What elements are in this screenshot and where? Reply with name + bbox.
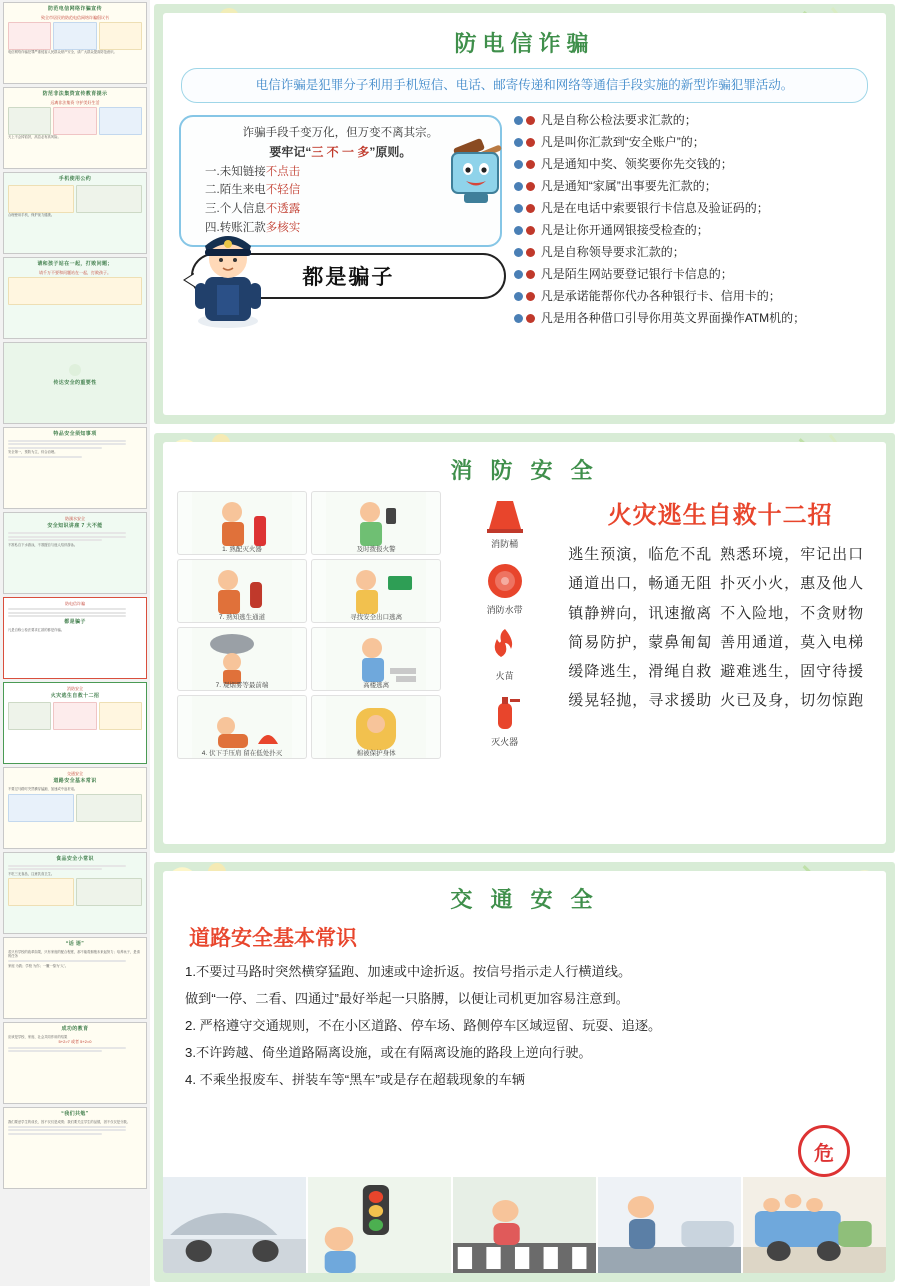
- slide-content: [163, 871, 886, 1273]
- thumbnail-body: 天上不会掉馅饼，高息必有高风险。: [8, 135, 61, 140]
- thumbnail-body: 不要过马路时突然横穿猛跑、加速或中途折返。: [8, 787, 78, 792]
- thumbnail-body: 不吃三无食品，注意饮食卫生。: [8, 871, 55, 876]
- photo-caption: 7. 熟知逃生通道: [218, 614, 266, 621]
- thumbnail-10[interactable]: [3, 767, 147, 849]
- overloaded-truck-photo: [743, 1177, 886, 1273]
- list-item: 凡是在电话中索要银行卡信息及验证码的；: [514, 201, 872, 216]
- tip-row: 通道出口，畅通无阻 扑灭小火，惠及他人: [568, 575, 865, 593]
- page-title: 消 防 安 全: [450, 458, 599, 483]
- bullet-dots-icon: [514, 116, 535, 125]
- thumbnail-body: 5+2>7 或者 5+2=0: [58, 1039, 92, 1045]
- bullet-dots-icon: [514, 160, 535, 169]
- thumbnail-title: “话 语”: [65, 941, 85, 947]
- thumbnail-subtitle: 防电信诈骗: [65, 601, 85, 606]
- thumbnail-title: 请和孩子站在一起，打败问题；: [37, 261, 113, 267]
- thumbnail-subtitle: 交通安全: [67, 771, 83, 776]
- police-officer-icon: [185, 225, 271, 329]
- bullet-dots-icon: [514, 182, 535, 191]
- list-item: 凡是自称领导要求汇款的；: [514, 245, 872, 260]
- thumbnail-4[interactable]: [3, 257, 147, 339]
- list-item: 3.不许跨越、倚坐道路隔离设施，或在有隔离设施的路段上逆向行驶。: [185, 1045, 592, 1061]
- thumbnail-body: 电信网络诈骗犯罪严重侵害人民群众财产安全，请广大群众提高防范意识。: [8, 50, 117, 55]
- thumbnail-title: 防范电信网络诈骗宣传: [47, 6, 102, 12]
- thumbnail-figures: [8, 277, 142, 305]
- bullet-dots-icon: [514, 204, 535, 213]
- bullet-dots-icon: [514, 314, 535, 323]
- tip-row: 缓晃轻抛，寻求援助 火已及身，切勿惊跑: [568, 692, 865, 710]
- list-item: 凡是承诺能帮你代办各种银行卡、信用卡的；: [514, 289, 872, 304]
- photo-caption: 1. 熟配灭火器: [222, 546, 262, 553]
- slide-content: [163, 442, 886, 844]
- thumbnail-body: 若只有学校的改革如果，只有家庭的配合程度，那不能将拥抱未来起努力；培养孩子，是请的任务: [8, 949, 140, 959]
- principle-prefix: 要牢记“: [269, 144, 312, 159]
- fire-bucket-icon: [483, 495, 527, 535]
- list-item: 凡是让你开通网银接受检查的；: [514, 223, 872, 238]
- thumbnail-13[interactable]: [3, 1022, 147, 1104]
- list-item: 4. 不乘坐报废车、拼装车等“黑车”或是存在超载现象的车辆: [185, 1072, 525, 1088]
- thumbnail-9[interactable]: [3, 682, 147, 764]
- thumbnail-5[interactable]: [3, 342, 147, 424]
- photo-caption: 棉被保护身体: [356, 750, 396, 757]
- flame-icon: [483, 627, 527, 667]
- section-title: 火灾逃生自救十二招: [607, 502, 833, 529]
- photo-firefighter: [177, 491, 307, 555]
- list-item: 凡是用各种借口引导你用英文界面操作ATM机的；: [514, 311, 872, 326]
- principle-item-1: 一.未知链接不点击: [205, 165, 301, 178]
- thumbnail-subtitle: 远离非法集资 守护美好生活: [50, 99, 100, 105]
- bullet-dots-icon: [514, 248, 535, 257]
- scam-monster-icon: [442, 141, 512, 211]
- thumbnail-12[interactable]: [3, 937, 147, 1019]
- equipment-column: [449, 491, 560, 759]
- equipment-extinguisher: [449, 689, 560, 751]
- crosswalk-photo: [453, 1177, 596, 1273]
- shout-bubble: 都是骗子: [191, 253, 506, 299]
- thumbnail-figures: [8, 702, 142, 730]
- photo-caption: 4. 伏下手压肩 留在低处扑灭: [201, 750, 283, 757]
- thumbnail-subtitle: 应该是学校、家庭、社会共同作用的结果: [8, 1034, 68, 1039]
- thumbnail-3[interactable]: [3, 172, 147, 254]
- thumbnail-body: 安全第一，预防为主，综合治理。: [8, 450, 58, 455]
- principle-text: 三 不 一 多: [311, 144, 370, 159]
- thumbnail-subtitle: 致全市居民的防范电信网络诈骗倡议书: [41, 14, 109, 20]
- traffic-rules-list: [163, 958, 886, 1093]
- equipment-label: 消防水带: [486, 604, 523, 615]
- list-item: 凡是陌生网站要登记银行卡信息的；: [514, 267, 872, 282]
- list-item: 凡是自称公检法要求汇款的；: [514, 113, 872, 128]
- thumbnail-11[interactable]: [3, 852, 147, 934]
- badge-icon: [69, 364, 81, 376]
- equipment-hose: [449, 557, 560, 619]
- thumbnail-body: 凡是自称公检法要求汇款的都是诈骗。: [8, 627, 65, 632]
- traffic-photo-strip: [163, 1177, 886, 1273]
- car-photo: [163, 1177, 306, 1273]
- photo-caption: 高楼逃离: [363, 682, 390, 689]
- principle-item-2: 二.陌生来电不轻信: [205, 184, 301, 197]
- thumbnail-figures: [8, 878, 142, 906]
- page-title: 防电信诈骗: [454, 31, 595, 56]
- page-title: 交 通 安 全: [450, 887, 599, 912]
- thumbnail-2[interactable]: [3, 87, 147, 169]
- principle-suffix: ”原则。: [369, 144, 412, 159]
- fire-extinguisher-icon: [483, 693, 527, 733]
- list-item: 做到“一停、二看、四通过”最好举起一只胳膊，以便让司机更加容易注意到。: [185, 991, 629, 1007]
- list-item: 1.不要过马路时突然横穿猛跑、加速或中途折返。按信号指示走人行横道线。: [185, 964, 632, 979]
- fire-hose-icon: [483, 561, 527, 601]
- thumbnail-title: 火灾逃生自救十二招: [50, 693, 100, 700]
- thumbnail-title: 道路安全基本常识: [53, 778, 97, 785]
- bullet-dots-icon: [514, 138, 535, 147]
- equipment-bucket: [449, 491, 560, 553]
- slide-traffic-safety[interactable]: [154, 862, 895, 1282]
- photo-extinguisher-use: [177, 559, 307, 623]
- photo-caption: 及时拨报火警: [356, 546, 396, 553]
- equipment-label: 消防桶: [491, 538, 519, 549]
- thumbnail-title: 手机使用公约: [58, 176, 92, 182]
- photo-exit: [311, 559, 441, 623]
- photo-blanket: [311, 695, 441, 759]
- principle-item-4: 四.转账汇款多核实: [205, 222, 301, 235]
- list-item: 凡是通知“家属”出事要先汇款的；: [514, 179, 872, 194]
- thumbnail-title: 传达安全的重要性: [53, 380, 97, 386]
- thumbnail-body: 不准私自下水游泳，不准擅自与他人结伴游泳。: [8, 542, 78, 547]
- photo-smoke: [177, 627, 307, 691]
- thumbnail-figures: [8, 107, 142, 135]
- photo-caption: 7. 观烟雾等最前端: [215, 682, 269, 689]
- list-item: 2. 严格遵守交通规则，不在小区道路、停车场、路侧停车区域逗留、玩耍、追逐。: [185, 1018, 662, 1034]
- slide-anti-fraud[interactable]: [154, 4, 895, 424]
- photo-call: [311, 491, 441, 555]
- tip-row: 简易防护，蒙鼻匍匐 善用通道，莫入电梯: [568, 633, 865, 651]
- photo-stairs: [311, 627, 441, 691]
- thumbnail-title: 防范非法集资宣传教育提示: [42, 91, 108, 97]
- thumbnail-footer: 家庭 为我；学校 为你；一撇一捺为“人”。: [8, 963, 69, 968]
- traffic-light-photo: [308, 1177, 451, 1273]
- thumbnail-title: 特品安全须知事项: [53, 431, 97, 437]
- equipment-label: 灭火器: [491, 736, 519, 747]
- bullet-dots-icon: [514, 270, 535, 279]
- thumbnail-subtitle: 请千万不要和问题站在一起，打败孩子。: [39, 269, 111, 275]
- list-item: 凡是叫你汇款到“安全账户”的；: [514, 135, 872, 150]
- thumbnail-figures: [8, 22, 142, 50]
- fire-photo-grid: [177, 491, 441, 759]
- pedestrian-photo: [598, 1177, 741, 1273]
- photo-crawl: [177, 695, 307, 759]
- warning-badge: 危: [798, 1125, 850, 1177]
- thumbnail-title: “我们共勉”: [61, 1111, 89, 1117]
- thumbnail-rail[interactable]: [0, 0, 150, 1286]
- slide-fire-safety[interactable]: [154, 433, 895, 853]
- tip-row: 缓降逃生，滑绳自救 避难逃生，固守待援: [568, 663, 865, 680]
- thumbnail-body: 合理使用手机，保护视力健康。: [8, 212, 55, 217]
- fraud-warning-list: [514, 113, 872, 326]
- thumbnail-title: 安全知识讲座 7 大不能: [47, 523, 103, 530]
- intro-banner: 电信诈骗是犯罪分子利用手机短信、电话、邮寄传递和网络等通信手段实施的新型诈骗犯罪活动。: [181, 68, 868, 103]
- slide-content: [163, 13, 886, 415]
- equipment-label: 火苗: [495, 670, 514, 681]
- list-item: 凡是通知中奖、领奖要你先交钱的；: [514, 157, 872, 172]
- tip-row: 逃生预演，临危不乱 熟悉环境，牢记出口: [568, 546, 865, 563]
- slide-viewer: [150, 0, 900, 1286]
- thumbnail-body: 我们要爱学生的成长，因不仅仅是成绩；我们要关注学生的品德，因不仅仅是分数。: [8, 1119, 130, 1124]
- thumbnail-title: 食品安全小常识: [56, 856, 94, 862]
- tip-row: 镇静辨向，讯速撤离 不入险地，不贪财物: [568, 604, 865, 622]
- bubble-lead: 诈骗手段千变万化，但万变不离其宗。: [242, 126, 439, 139]
- thumbnail-1[interactable]: [3, 2, 147, 84]
- bullet-dots-icon: [514, 292, 535, 301]
- thumbnail-7[interactable]: [3, 512, 147, 594]
- equipment-flame: [449, 623, 560, 685]
- thumbnail-subtitle: 防溺水安全: [65, 516, 85, 521]
- thumbnail-figures: [8, 794, 142, 822]
- escape-tips: [568, 540, 872, 716]
- thumbnail-6[interactable]: [3, 427, 147, 509]
- thumbnail-14[interactable]: [3, 1107, 147, 1189]
- thumbnail-title: 成功的教育: [61, 1026, 89, 1032]
- photo-caption: 寻找安全出口逃离: [350, 614, 403, 621]
- thumbnail-8[interactable]: [3, 597, 147, 679]
- thumbnail-figures: [8, 185, 142, 213]
- thumbnail-subtitle: 消防安全: [67, 686, 83, 691]
- bullet-dots-icon: [514, 226, 535, 235]
- thumbnail-title: 都是骗子: [64, 618, 86, 625]
- section-title: 道路安全基本常识: [189, 927, 357, 950]
- principle-item-3: 三.个人信息不透露: [205, 203, 301, 216]
